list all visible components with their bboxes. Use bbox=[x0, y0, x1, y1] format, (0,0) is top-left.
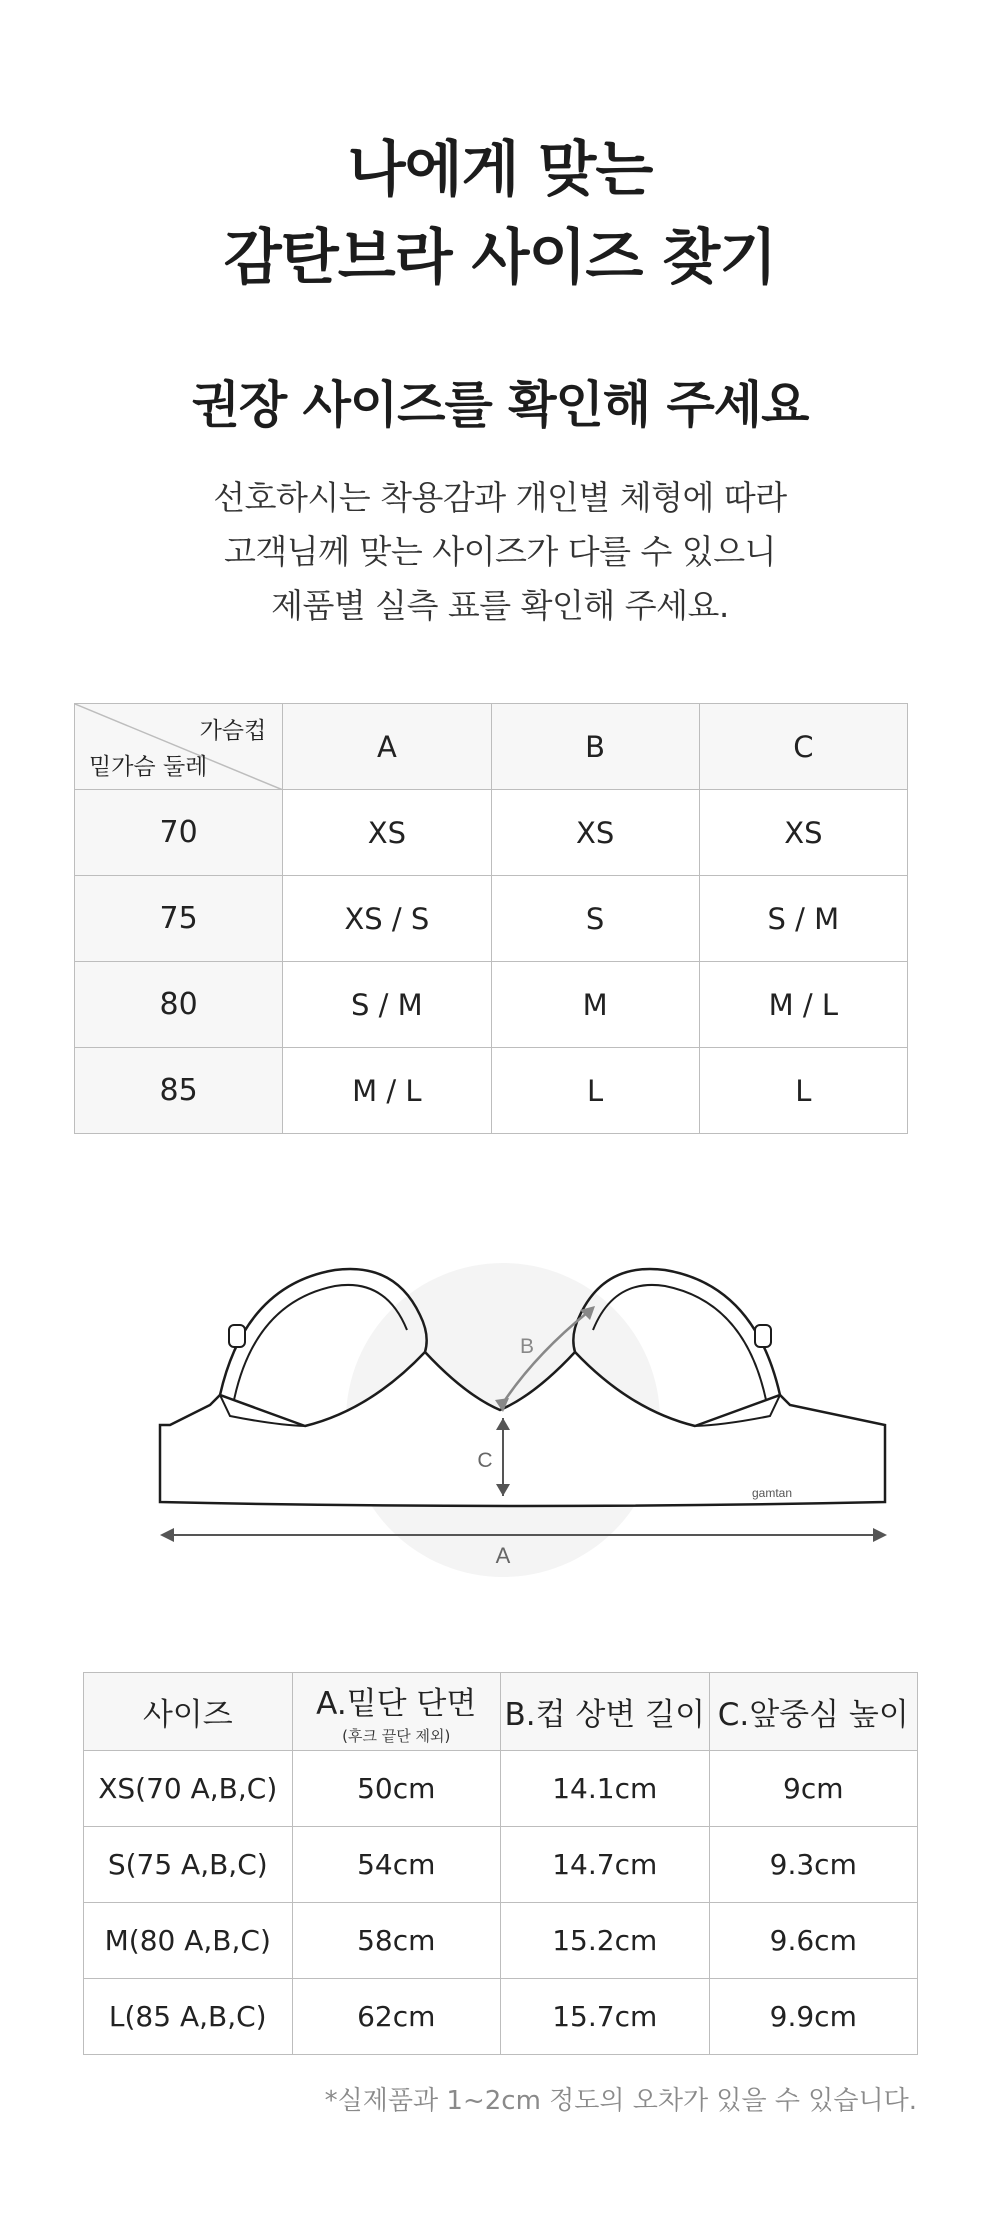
band-cell: 70 bbox=[75, 790, 283, 876]
table-row bbox=[84, 1827, 918, 1903]
table-row bbox=[84, 1979, 918, 2055]
description-line-2: 고객님께 맞는 사이즈가 다를 수 있으니 bbox=[224, 532, 776, 571]
table-row bbox=[84, 1751, 918, 1827]
value-cell: 50cm bbox=[292, 1751, 501, 1827]
disclaimer-note: *실제품과 1~2cm 정도의 오차가 있을 수 있습니다. bbox=[324, 2086, 917, 2116]
band-cell: 85 bbox=[75, 1048, 283, 1134]
value-cell: 15.2cm bbox=[501, 1903, 710, 1979]
value-cell: 14.7cm bbox=[501, 1827, 710, 1903]
value-cell: 15.7cm bbox=[501, 1979, 710, 2055]
value-cell: 9cm bbox=[709, 1751, 918, 1827]
size-cell: M bbox=[491, 962, 699, 1048]
table-row bbox=[75, 876, 908, 962]
header-note: (후크 끝단 제외) bbox=[342, 1726, 451, 1745]
description-line-1: 선호하시는 착용감과 개인별 체형에 따라 bbox=[213, 478, 787, 517]
size-cell: S(75 A,B,C) bbox=[84, 1827, 293, 1903]
size-cell: L bbox=[491, 1048, 699, 1134]
size-cell: XS bbox=[491, 790, 699, 876]
description-line-3: 제품별 실측 표를 확인해 주세요. bbox=[271, 586, 729, 625]
label-c: C bbox=[477, 1449, 493, 1472]
recommended-size-table bbox=[74, 703, 908, 1134]
right-strap-slider bbox=[755, 1325, 771, 1347]
left-strap-slider bbox=[229, 1325, 245, 1347]
measurement-table bbox=[83, 1672, 918, 2055]
size-cell: M / L bbox=[699, 962, 907, 1048]
size-cell: S bbox=[491, 876, 699, 962]
band-cell: 75 bbox=[75, 876, 283, 962]
size-cell: M / L bbox=[283, 1048, 491, 1134]
band-cell: 80 bbox=[75, 962, 283, 1048]
table-row bbox=[75, 1048, 908, 1134]
size-cell: XS(70 A,B,C) bbox=[84, 1751, 293, 1827]
value-cell: 54cm bbox=[292, 1827, 501, 1903]
size-cell: M(80 A,B,C) bbox=[84, 1903, 293, 1979]
column-header-a: A bbox=[283, 704, 491, 790]
measure-a-arrow-left bbox=[160, 1528, 174, 1542]
subtitle: 권장 사이즈를 확인해 주세요 bbox=[191, 376, 809, 434]
value-cell: 9.6cm bbox=[709, 1903, 918, 1979]
bra-measurement-diagram bbox=[150, 1240, 890, 1610]
value-cell: 58cm bbox=[292, 1903, 501, 1979]
header-center-height: C.앞중심 높이 bbox=[709, 1673, 918, 1751]
label-b: B bbox=[519, 1335, 535, 1358]
measure-a-arrow-right bbox=[873, 1528, 887, 1542]
size-cell: XS / S bbox=[283, 876, 491, 962]
title-line-2: 감탄브라 사이즈 찾기 bbox=[223, 223, 777, 293]
size-cell: S / M bbox=[283, 962, 491, 1048]
header-size: 사이즈 bbox=[84, 1673, 293, 1751]
size-cell: XS bbox=[283, 790, 491, 876]
label-a: A bbox=[495, 1543, 511, 1568]
cup-label: 가슴컵 bbox=[199, 718, 267, 744]
value-cell: 14.1cm bbox=[501, 1751, 710, 1827]
band-label: 밑가슴 둘레 bbox=[89, 754, 208, 780]
size-cell: XS bbox=[699, 790, 907, 876]
header-bottom-width-label: A.밑단 단면 bbox=[316, 1685, 477, 1722]
size-cell: L bbox=[699, 1048, 907, 1134]
table-corner-header bbox=[75, 704, 283, 790]
value-cell: 9.9cm bbox=[709, 1979, 918, 2055]
header-bottom-width bbox=[292, 1673, 501, 1751]
value-cell: 62cm bbox=[292, 1979, 501, 2055]
value-cell: 9.3cm bbox=[709, 1827, 918, 1903]
size-cell: L(85 A,B,C) bbox=[84, 1979, 293, 2055]
table-row bbox=[75, 962, 908, 1048]
table-row bbox=[75, 790, 908, 876]
size-cell: S / M bbox=[699, 876, 907, 962]
header-cup-length: B.컵 상변 길이 bbox=[501, 1673, 710, 1751]
column-header-c: C bbox=[699, 704, 907, 790]
brand-label: gamtan bbox=[751, 1486, 793, 1500]
title-line-1: 나에게 맞는 bbox=[347, 135, 653, 205]
table-row bbox=[84, 1903, 918, 1979]
column-header-b: B bbox=[491, 704, 699, 790]
